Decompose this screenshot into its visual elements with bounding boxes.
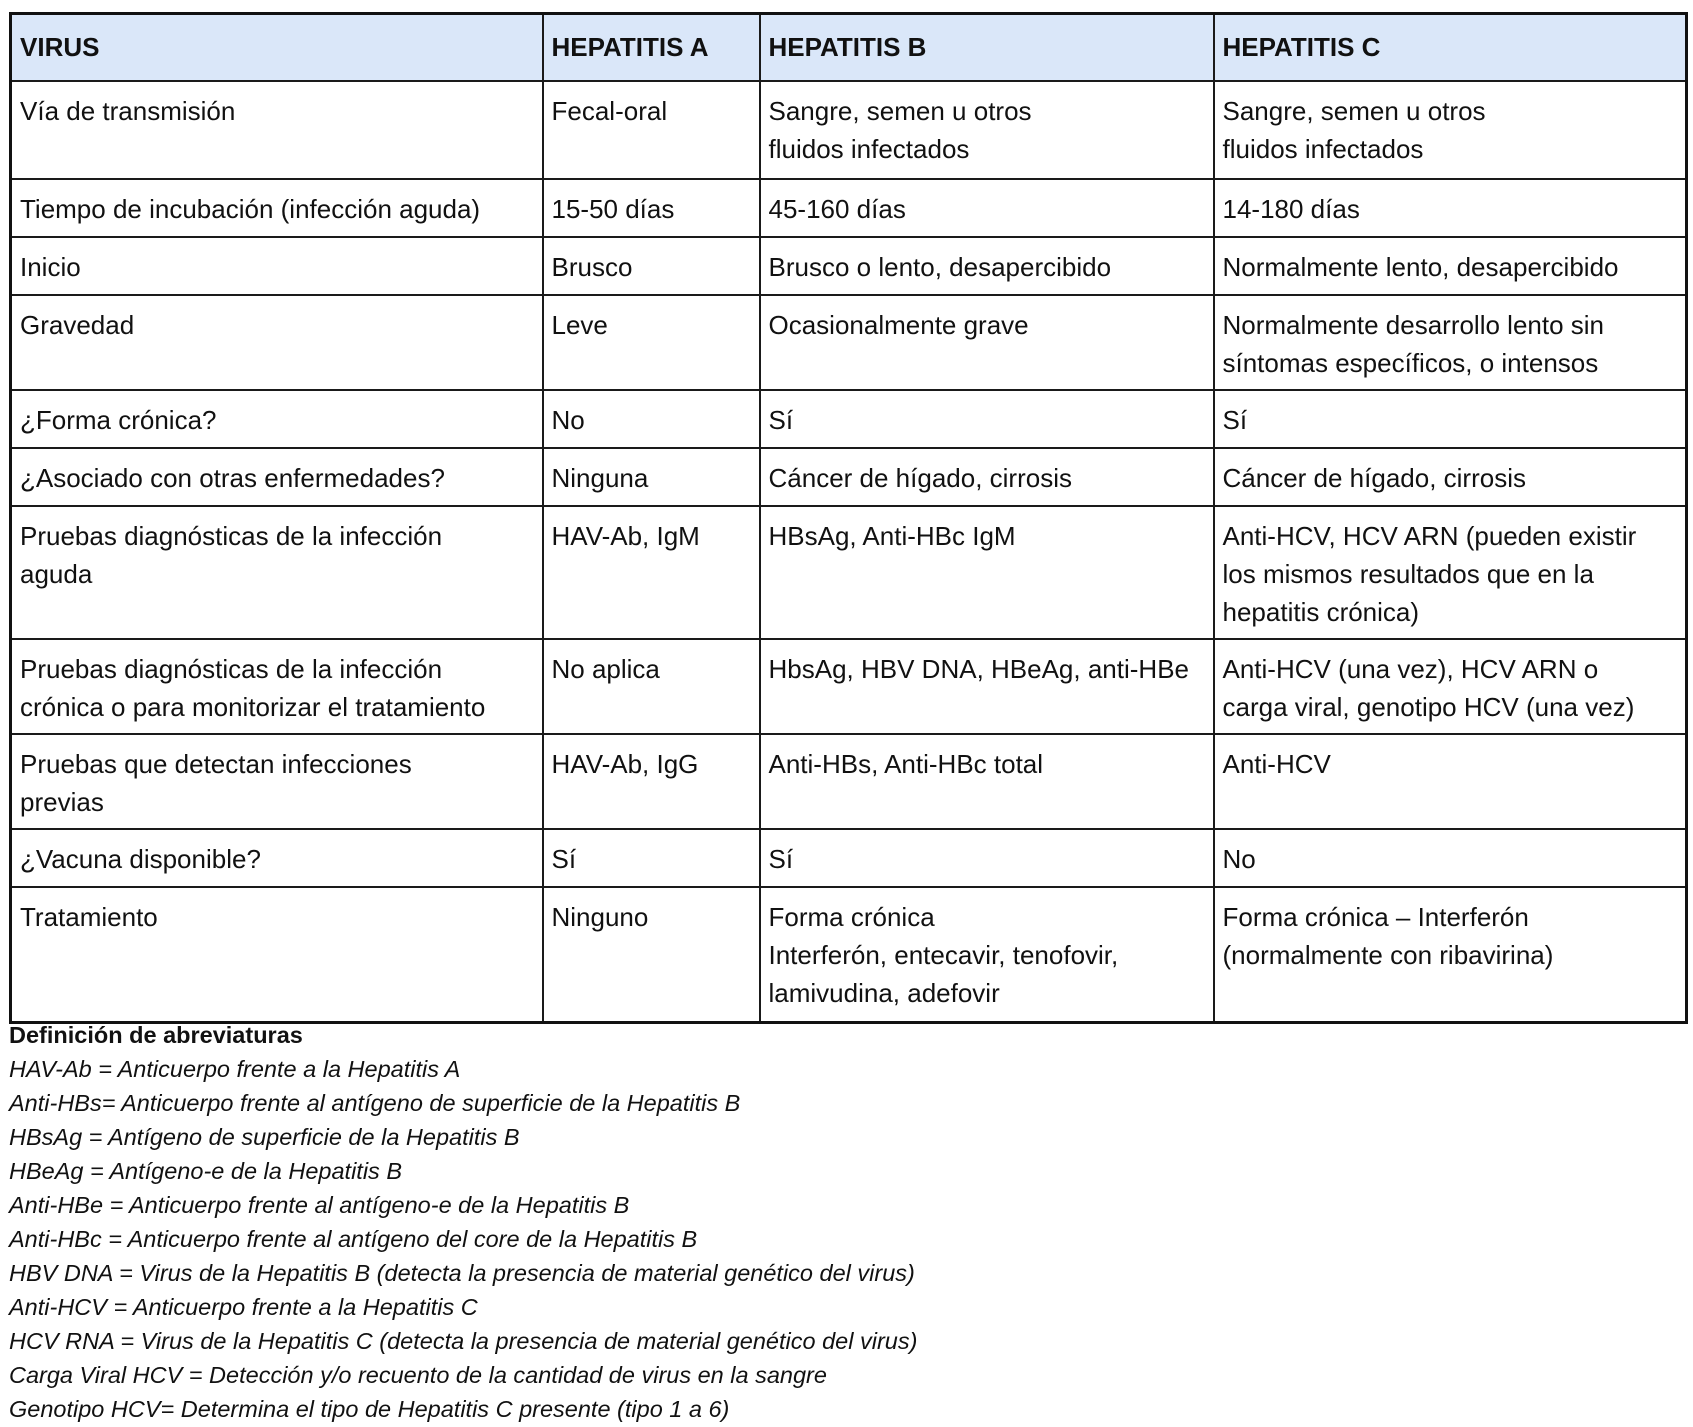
abbreviation-item: Anti-HCV = Anticuerpo frente a la Hepatitis C — [9, 1294, 478, 1320]
cell-hepatitis-b: Cáncer de hígado, cirrosis — [760, 448, 1214, 506]
cell-hepatitis-b: Anti-HBs, Anti-HBc total — [760, 734, 1214, 829]
row-label: Pruebas diagnósticas de la infección aguda — [11, 506, 543, 639]
hepatitis-comparison-table — [9, 12, 1688, 1024]
cell-hepatitis-a: Ninguno — [543, 887, 760, 1023]
abbreviation-item: Anti-HBe = Anticuerpo frente al antígeno-e de la Hepatitis B — [9, 1192, 630, 1218]
header-hepatitis-a: HEPATITIS A — [543, 14, 760, 81]
row-label: Vía de transmisión — [11, 81, 543, 179]
table-row-onset — [11, 237, 1687, 295]
abbreviation-item: HAV-Ab = Anticuerpo frente a la Hepatitis A — [9, 1056, 461, 1082]
row-label: Pruebas diagnósticas de la infección crónica o para monitorizar el tratamiento — [11, 639, 543, 734]
cell-hepatitis-c: 14-180 días — [1214, 179, 1687, 237]
cell-hepatitis-c: Cáncer de hígado, cirrosis — [1214, 448, 1687, 506]
cell-hepatitis-b: Sí — [760, 390, 1214, 448]
abbreviations-title: Definición de abreviaturas — [9, 1022, 303, 1048]
cell-hepatitis-a: No — [543, 390, 760, 448]
cell-hepatitis-c: No — [1214, 829, 1687, 887]
cell-hepatitis-b: Sí — [760, 829, 1214, 887]
cell-hepatitis-c: Normalmente lento, desapercibido — [1214, 237, 1687, 295]
header-hepatitis-b: HEPATITIS B — [760, 14, 1214, 81]
header-virus: VIRUS — [11, 14, 543, 81]
abbreviation-item: HBeAg = Antígeno-e de la Hepatitis B — [9, 1158, 402, 1184]
cell-hepatitis-c: Anti-HCV (una vez), HCV ARN o carga viral, genotipo HCV (una vez) — [1214, 639, 1687, 734]
cell-hepatitis-a: 15-50 días — [543, 179, 760, 237]
table-row-transmission — [11, 81, 1687, 179]
abbreviation-item: HBsAg = Antígeno de superficie de la Hepatitis B — [9, 1124, 520, 1150]
cell-hepatitis-b: Brusco o lento, desapercibido — [760, 237, 1214, 295]
row-label: ¿Vacuna disponible? — [11, 829, 543, 887]
cell-hepatitis-b: Ocasionalmente grave — [760, 295, 1214, 390]
row-label: Pruebas que detectan infecciones previas — [11, 734, 543, 829]
cell-hepatitis-c: Sangre, semen u otros fluidos infectados — [1214, 81, 1687, 179]
row-label: Tratamiento — [11, 887, 543, 1023]
cell-hepatitis-c: Normalmente desarrollo lento sin síntomas específicos, o intensos — [1214, 295, 1687, 390]
abbreviation-item: HBV DNA = Virus de la Hepatitis B (detecta la presencia de material genético del virus) — [9, 1260, 915, 1286]
row-label: ¿Forma crónica? — [11, 390, 543, 448]
cell-hepatitis-b: HbsAg, HBV DNA, HBeAg, anti-HBe — [760, 639, 1214, 734]
abbreviation-item: Anti-HBs= Anticuerpo frente al antígeno de superficie de la Hepatitis B — [9, 1090, 741, 1116]
cell-hepatitis-a: Ninguna — [543, 448, 760, 506]
table-row-previous-infection-tests — [11, 734, 1687, 829]
cell-hepatitis-b: HBsAg, Anti-HBc IgM — [760, 506, 1214, 639]
table-row-vaccine — [11, 829, 1687, 887]
cell-hepatitis-a: HAV-Ab, IgM — [543, 506, 760, 639]
table-row-treatment — [11, 887, 1687, 1023]
abbreviation-item: Carga Viral HCV = Detección y/o recuento de la cantidad de virus en la sangre — [9, 1362, 827, 1388]
table-row-chronic-tests — [11, 639, 1687, 734]
header-hepatitis-c: HEPATITIS C — [1214, 14, 1687, 81]
cell-hepatitis-a: Sí — [543, 829, 760, 887]
cell-hepatitis-b: Forma crónica Interferón, entecavir, tenofovir, lamivudina, adefovir — [760, 887, 1214, 1023]
table-header-row — [11, 14, 1687, 81]
table-row-associated-diseases — [11, 448, 1687, 506]
cell-hepatitis-a: Leve — [543, 295, 760, 390]
cell-hepatitis-b: Sangre, semen u otros fluidos infectados — [760, 81, 1214, 179]
row-label: Tiempo de incubación (infección aguda) — [11, 179, 543, 237]
cell-hepatitis-c: Forma crónica – Interferón (normalmente con ribavirina) — [1214, 887, 1687, 1023]
cell-hepatitis-a: No aplica — [543, 639, 760, 734]
table-row-acute-tests — [11, 506, 1687, 639]
cell-hepatitis-c: Anti-HCV — [1214, 734, 1687, 829]
row-label: Inicio — [11, 237, 543, 295]
cell-hepatitis-a: Fecal-oral — [543, 81, 760, 179]
cell-hepatitis-a: HAV-Ab, IgG — [543, 734, 760, 829]
table-row-incubation — [11, 179, 1687, 237]
cell-hepatitis-c: Sí — [1214, 390, 1687, 448]
abbreviation-item: Anti-HBc = Anticuerpo frente al antígeno del core de la Hepatitis B — [9, 1226, 698, 1252]
row-label: ¿Asociado con otras enfermedades? — [11, 448, 543, 506]
abbreviation-item: Genotipo HCV= Determina el tipo de Hepatitis C presente (tipo 1 a 6) — [9, 1396, 730, 1422]
abbreviation-item: HCV RNA = Virus de la Hepatitis C (detecta la presencia de material genético del virus) — [9, 1328, 918, 1354]
cell-hepatitis-a: Brusco — [543, 237, 760, 295]
table-row-chronic-form — [11, 390, 1687, 448]
cell-hepatitis-b: 45-160 días — [760, 179, 1214, 237]
abbreviations-section — [9, 1018, 1669, 1426]
row-label: Gravedad — [11, 295, 543, 390]
table-row-severity — [11, 295, 1687, 390]
cell-hepatitis-c: Anti-HCV, HCV ARN (pueden existir los mismos resultados que en la hepatitis crónica) — [1214, 506, 1687, 639]
